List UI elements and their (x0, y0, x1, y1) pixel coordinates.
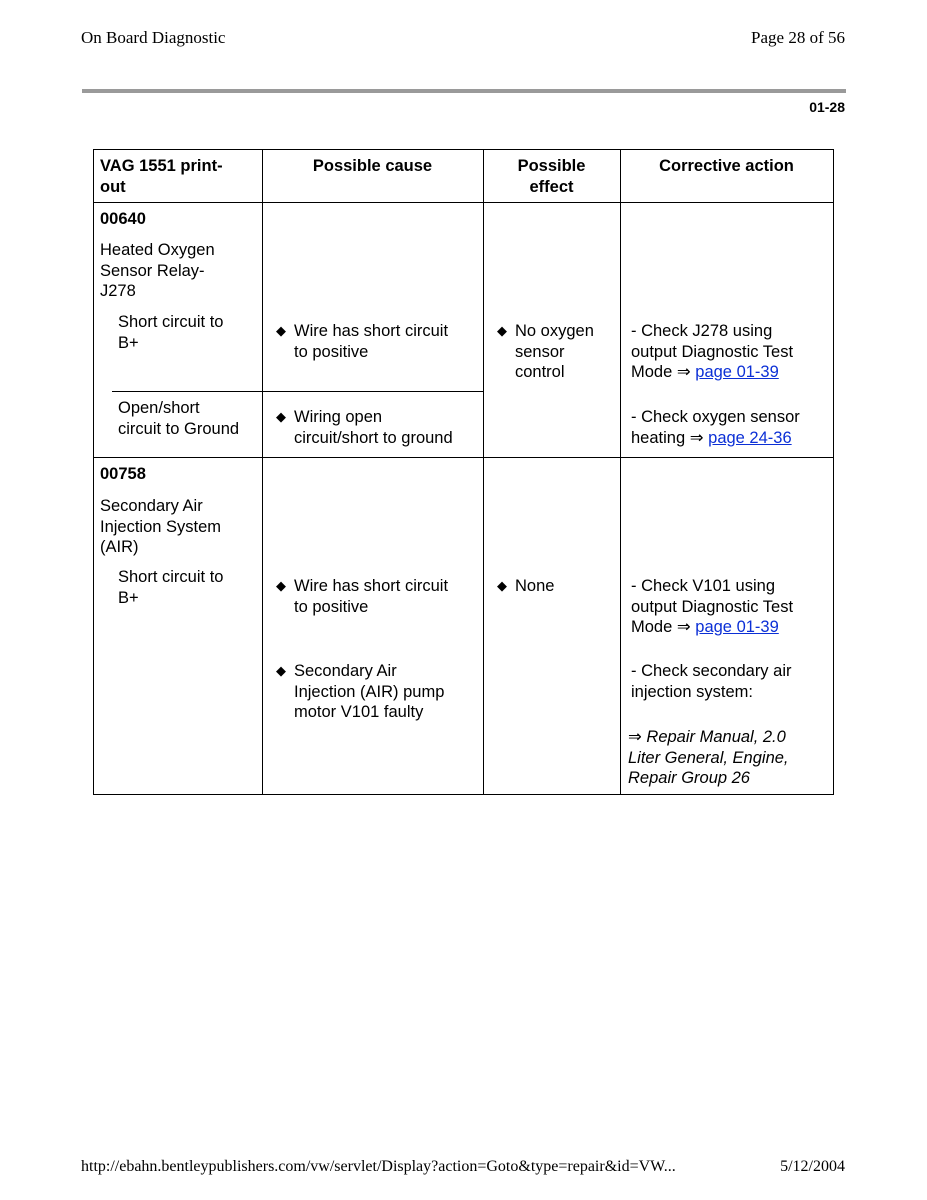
bullet-icon: ◆ (497, 578, 507, 593)
corrective-action (631, 576, 831, 638)
table-border-right (833, 149, 834, 795)
page-indicator: Page 28 of 56 (751, 28, 845, 47)
table-header-divider (93, 202, 834, 203)
corrective-action (631, 321, 831, 383)
fault-divider (112, 391, 483, 392)
group-divider (93, 457, 834, 458)
corrective-action: - Check secondary air injection system: (631, 662, 792, 701)
page-code: 01-28 (809, 99, 845, 115)
corrective-action (631, 407, 831, 448)
cause-text: Wire has short circuit to positive (294, 577, 449, 616)
column-divider-1 (262, 149, 263, 795)
cause-text: Secondary Air Injection (AIR) pump motor V101 faulty (294, 662, 445, 721)
bullet-icon: ◆ (276, 409, 286, 424)
cause-text: Wiring open circuit/short to ground (294, 408, 453, 447)
effect-item (497, 576, 617, 598)
fault-description: Short circuit to B+ (118, 313, 224, 352)
effect-text: None (515, 577, 555, 595)
action-text: - Check V101 using output Diagnostic Test Mode ⇒ (631, 577, 794, 636)
bullet-icon: ◆ (276, 578, 286, 593)
bullet-icon: ◆ (497, 323, 507, 338)
fault-code-00640: 00640 (100, 210, 146, 228)
column-divider-3 (620, 149, 621, 795)
bullet-icon: ◆ (276, 323, 286, 338)
cause-item (276, 407, 481, 449)
fault-description: Short circuit to B+ (118, 568, 224, 607)
page-link[interactable]: page 01-39 (695, 618, 779, 636)
page-link[interactable]: page 01-39 (695, 363, 779, 381)
cause-item (276, 661, 481, 725)
document-title: On Board Diagnostic (81, 28, 226, 47)
table-border-top (93, 149, 834, 150)
footer-url: http://ebahn.bentleypublishers.com/vw/servlet/Display?action=Goto&type=repair&id=VW... (81, 1158, 676, 1175)
action-text: - Check oxygen sensor heating ⇒ (631, 408, 800, 447)
column-header-printout: VAG 1551 print- out (100, 157, 223, 196)
table-border-left (93, 149, 94, 795)
cause-item (276, 576, 481, 618)
cause-text: Wire has short circuit to positive (294, 322, 449, 361)
page-link[interactable]: page 24-36 (708, 428, 792, 447)
table-border-bottom (93, 794, 834, 795)
component-name: Secondary Air Injection System (AIR) (100, 497, 222, 556)
repair-manual-reference: ⇒ Repair Manual, 2.0 Liter General, Engine, Repair Group 26 (628, 728, 789, 787)
column-header-effect: Possible effect (517, 157, 586, 196)
effect-item (497, 321, 617, 385)
column-divider-2 (483, 149, 484, 795)
footer-date: 5/12/2004 (780, 1158, 845, 1175)
fault-code-00758: 00758 (100, 465, 146, 483)
fault-description: Open/short circuit to Ground (118, 399, 240, 438)
action-text: - Check J278 using output Diagnostic Test Mode ⇒ (631, 322, 794, 381)
column-header-cause: Possible cause (312, 157, 433, 175)
component-name: Heated Oxygen Sensor Relay- J278 (100, 241, 215, 300)
effect-text: No oxygen sensor control (515, 322, 594, 381)
cause-item (276, 321, 481, 363)
column-header-action: Corrective action (659, 157, 794, 175)
bullet-icon: ◆ (276, 663, 286, 678)
